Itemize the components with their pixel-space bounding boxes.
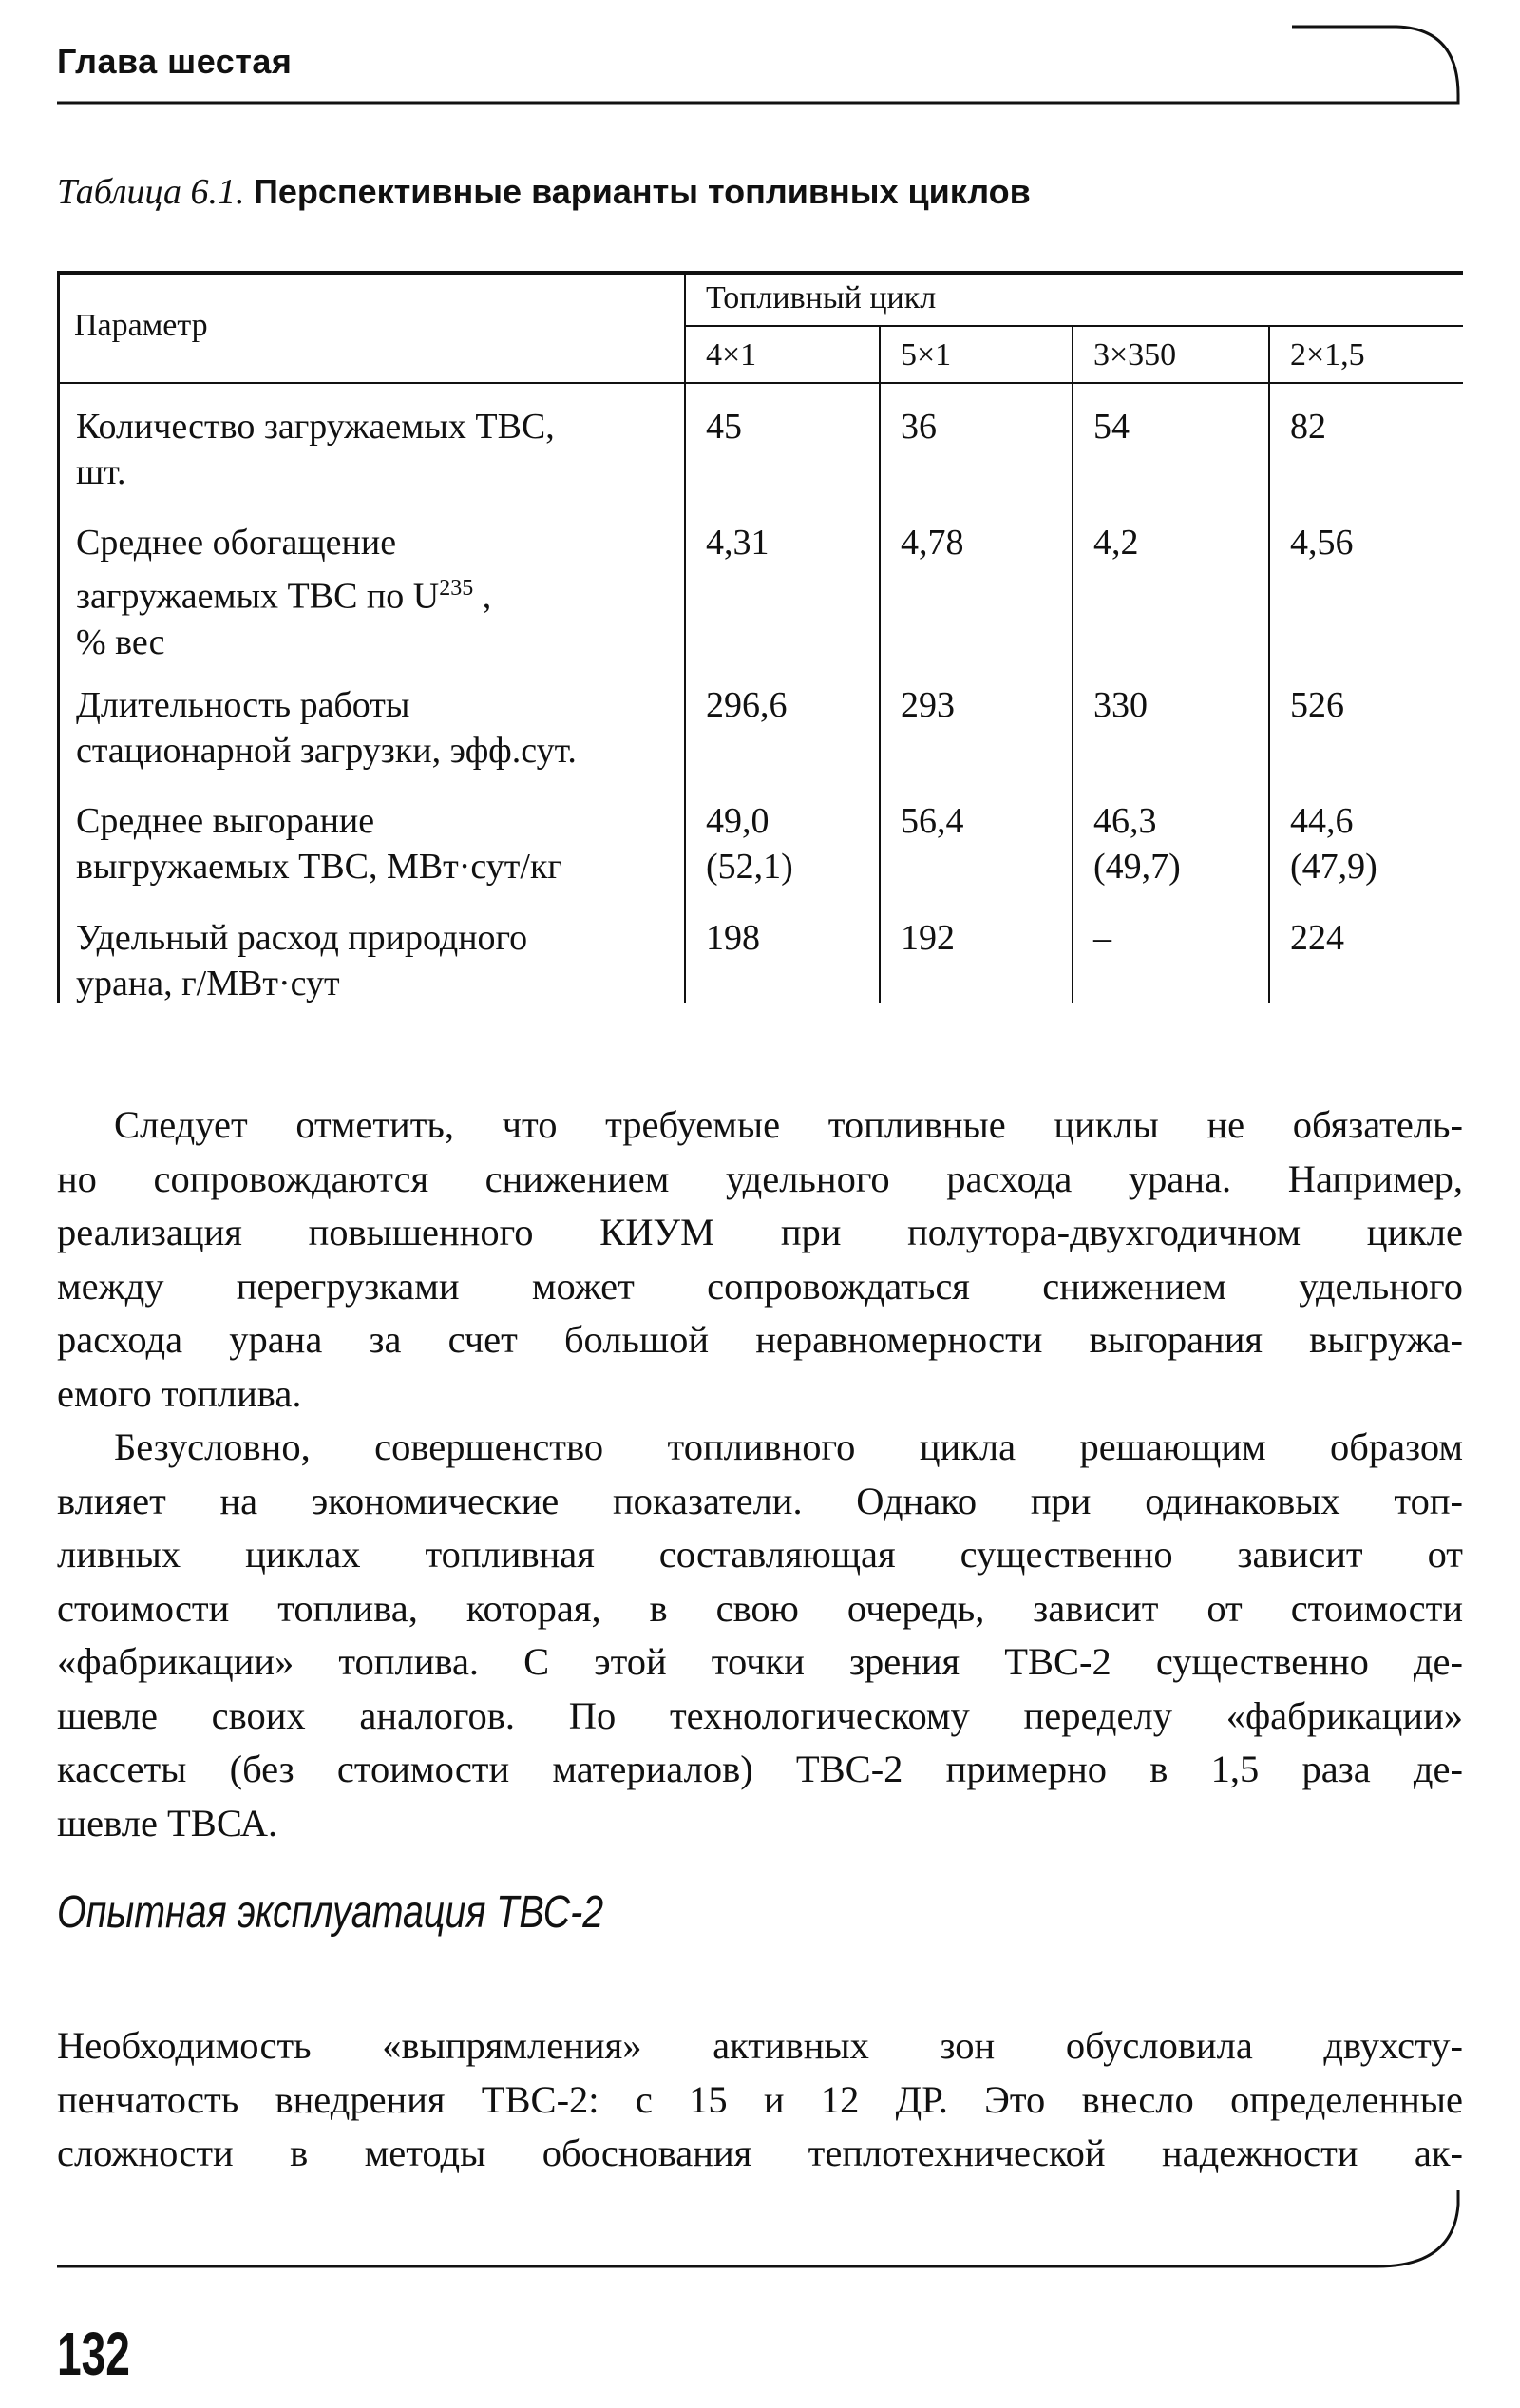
paragraph-line: но сопровождаются снижением удельного расхода урана. Например, <box>57 1156 1463 1200</box>
table-row-label-line: шт. <box>76 452 126 492</box>
section-title: Опытная эксплуатация ТВС-2 <box>57 1887 604 1938</box>
table-cell <box>706 798 793 889</box>
table-cell: – <box>1093 918 1112 958</box>
table-row-label <box>76 520 491 665</box>
table-col-divider <box>1072 325 1074 1003</box>
table-header-col: 5×1 <box>901 337 952 373</box>
table-row-label-line: загружаемых ТВС по U <box>76 576 440 617</box>
table-cell: 192 <box>901 918 955 958</box>
table-caption <box>57 171 1031 213</box>
paragraph-line: шевле ТВСА. <box>57 1801 278 1844</box>
paragraph-line: емого топлива. <box>57 1371 302 1415</box>
table-header-col: 2×1,5 <box>1290 337 1365 373</box>
table-header-bottom-rule <box>57 382 1463 384</box>
table-left-rule <box>57 271 60 1003</box>
table-cell <box>1093 798 1181 889</box>
paragraph-line: Необходимость «выпрямления» активных зон обусловила двухсту- <box>57 2024 1463 2067</box>
table-cell-line: (49,7) <box>1093 847 1181 887</box>
paragraph-line: между перегрузками может сопровождаться снижением удельного <box>57 1264 1463 1308</box>
table-row-label-line: Среднее выгорание <box>76 801 375 841</box>
chapter-header: Глава шестая <box>57 42 293 81</box>
table-row-label <box>76 798 562 889</box>
table-cell-line: (52,1) <box>706 847 793 887</box>
paragraph-line: Следует отметить, что требуемые топливные циклы не обязатель- <box>114 1103 1463 1146</box>
table-header-mid-rule <box>684 325 1463 327</box>
table-cell <box>1290 798 1378 889</box>
paragraph-line: Безусловно, совершенство топливного цикла решающим образом <box>114 1425 1463 1468</box>
table-cell: 36 <box>901 407 937 447</box>
table-cell-line: (47,9) <box>1290 847 1378 887</box>
table-cell: 45 <box>706 407 742 447</box>
paragraph-line: влияет на экономические показатели. Однако при одинаковых топ- <box>57 1479 1463 1522</box>
table-row-label-line: выгружаемых ТВС, МВт·сут/кг <box>76 847 562 887</box>
table-cell: 296,6 <box>706 685 788 725</box>
paragraph-line: шевле своих аналогов. По технологическому переделу «фабрикации» <box>57 1693 1463 1737</box>
table-cell: 56,4 <box>901 801 964 841</box>
paragraph-line: кассеты (без стоимости материалов) ТВС-2 примерно в 1,5 раза де- <box>57 1748 1463 1790</box>
table-header-parameter: Параметр <box>74 308 208 343</box>
paragraph-line: стоимости топлива, которая, в свою очередь, зависит от стоимости <box>57 1586 1463 1630</box>
table-row-label <box>76 915 527 1006</box>
body-paragraph <box>57 1421 1463 1850</box>
footer-rule <box>0 2186 1520 2300</box>
body-paragraph <box>57 1099 1463 1421</box>
table-row-label <box>76 682 577 774</box>
table-cell: 224 <box>1290 918 1344 958</box>
paragraph-line: «фабрикации» топлива. С этой точки зрения ТВС-2 существенно де- <box>57 1640 1463 1683</box>
paragraph-line: расхода урана за счет большой неравномерности выгорания выгружа- <box>57 1318 1463 1361</box>
table-row-label-line: урана, г/МВт·сут <box>76 964 340 1003</box>
paragraph-line: сложности в методы обоснования теплотехнической надежности ак- <box>57 2131 1463 2174</box>
table-row-label-line: Длительность работы <box>76 685 410 725</box>
table-cell: 54 <box>1093 407 1130 447</box>
table-cell: 4,31 <box>706 523 770 563</box>
table-cell: 293 <box>901 685 955 725</box>
table-header-col: 4×1 <box>706 337 757 373</box>
table-row-label-line: Среднее обогащение <box>76 523 397 563</box>
table-cell: 330 <box>1093 685 1148 725</box>
paragraph-line: ливных циклах топливная составляющая существенно зависит от <box>57 1533 1463 1576</box>
table-header-col: 3×350 <box>1093 337 1177 373</box>
table-cell-line: 49,0 <box>706 801 770 841</box>
table-row-label-line: % вес <box>76 621 165 662</box>
table-cell: 4,2 <box>1093 523 1139 563</box>
table-col-divider <box>879 325 881 1003</box>
table-row-label-punct: , <box>473 576 492 617</box>
table-caption-label: Таблица 6.1. <box>57 172 245 212</box>
table-cell-line: 46,3 <box>1093 801 1157 841</box>
table-row-label-line: Количество загружаемых ТВС, <box>76 407 555 447</box>
table-caption-title: Перспективные варианты топливных циклов <box>253 172 1031 211</box>
table-row-label <box>76 404 555 495</box>
table-row-label-line: стационарной загрузки, эфф.сут. <box>76 731 577 771</box>
table-cell: 4,78 <box>901 523 964 563</box>
table-cell: 82 <box>1290 407 1326 447</box>
table-cell: 526 <box>1290 685 1344 725</box>
page-number: 132 <box>57 2320 130 2388</box>
paragraph-line: реализация повышенного КИУМ при полутора-двухгодичном цикле <box>57 1211 1463 1253</box>
table-row-label-line: Удельный расход природного <box>76 918 528 958</box>
table-top-rule <box>57 271 1463 275</box>
superscript: 235 <box>439 576 474 601</box>
body-paragraph <box>57 2019 1463 2181</box>
table-col-divider <box>1268 325 1270 1003</box>
table-cell: 4,56 <box>1290 523 1354 563</box>
paragraph-line: пенчатость внедрения ТВС-2: с 15 и 12 ДР. Это внесло определенные <box>57 2077 1463 2121</box>
table-header-fuel-cycle: Топливный цикл <box>706 280 937 315</box>
table-col-divider <box>684 271 686 1003</box>
fuel-cycles-table <box>57 271 1463 1003</box>
table-cell-line: 44,6 <box>1290 801 1354 841</box>
table-cell: 198 <box>706 918 760 958</box>
